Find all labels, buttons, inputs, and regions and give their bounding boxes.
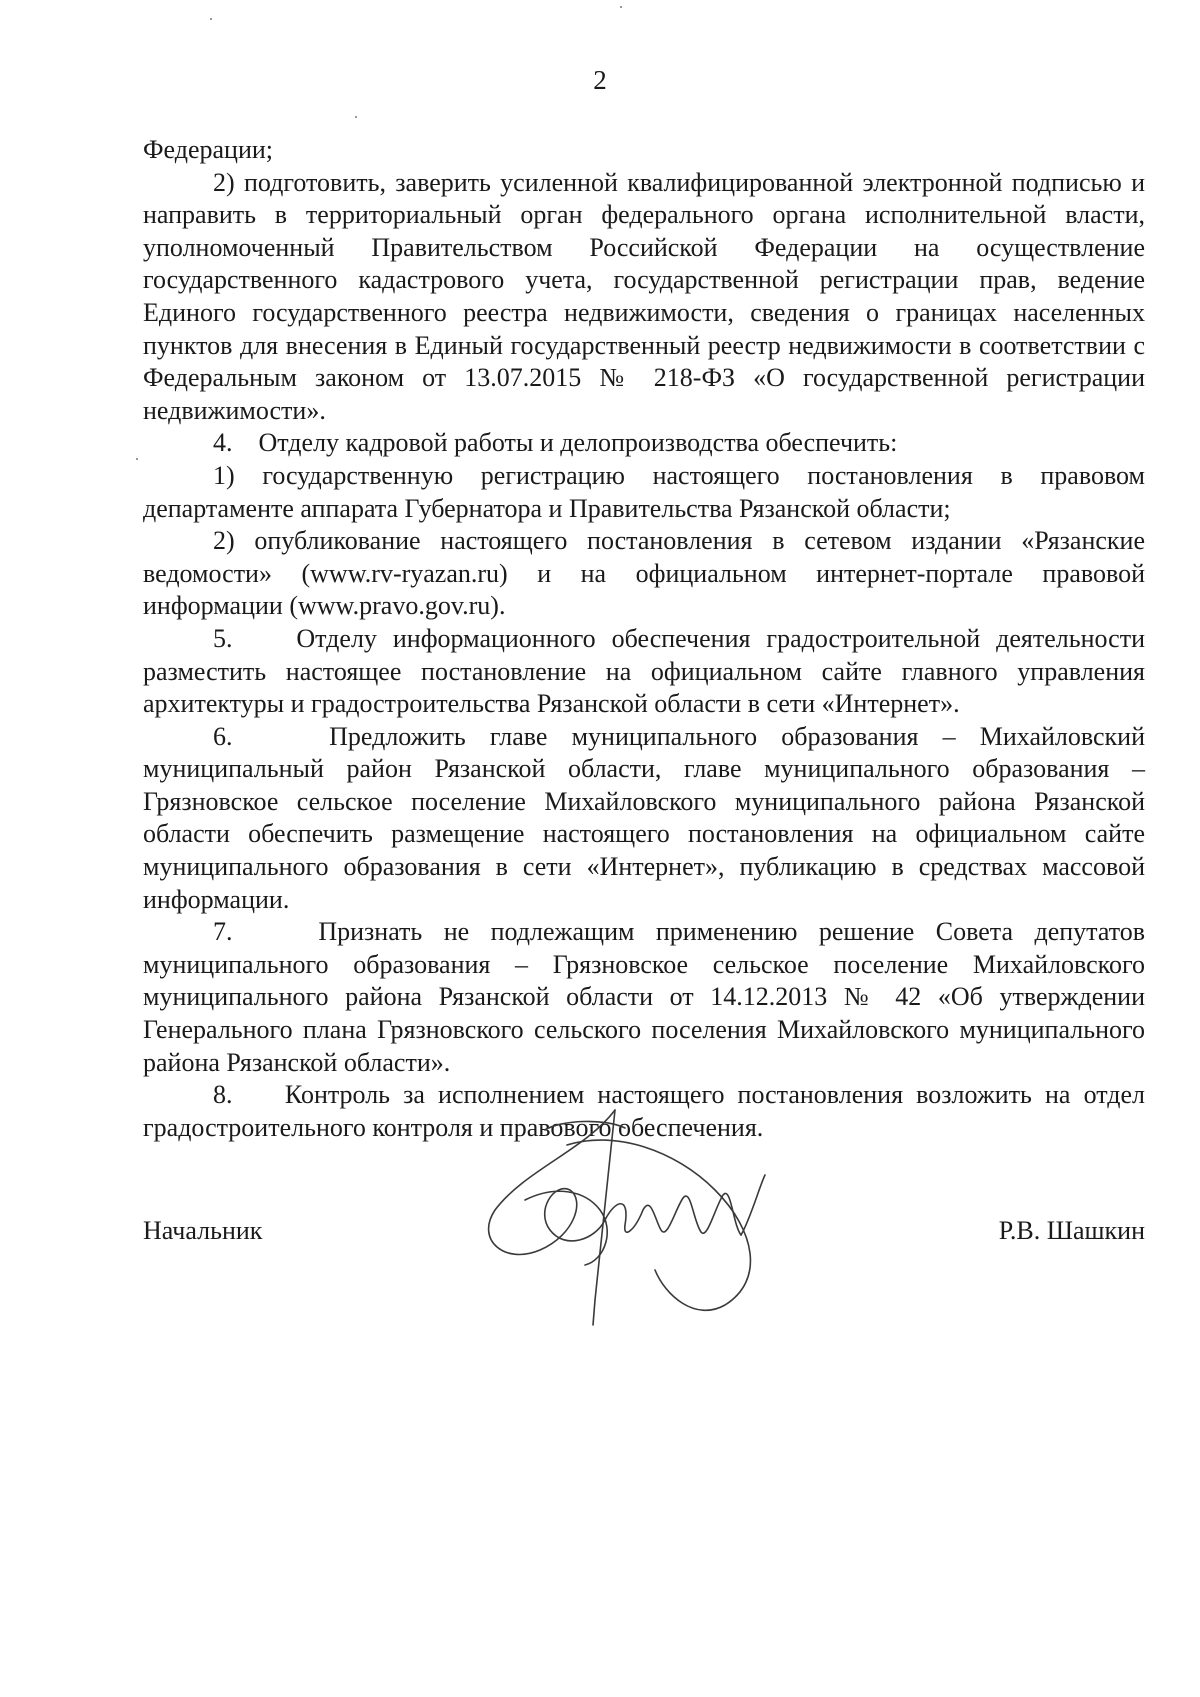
signer-name: Р.В. Шашкин [998, 1216, 1145, 1245]
scan-speck [355, 116, 357, 118]
paragraph-item-4-2: 2) опубликование настоящего постановления в сетевом издании «Рязанские ведомости» (www.rv-ryazan.ru) и на официальном интернет-портале правовой информации (www.pravo.gov.ru). [143, 526, 1145, 621]
handwritten-signature [465, 1090, 795, 1340]
scan-speck [210, 18, 212, 20]
paragraph-item-5: 5. Отделу информационного обеспечения градостроительной деятельности разместить настоящее постановление на официальном сайте главного управления архитектуры и градостроительства Рязанской области в сети «Интернет». [143, 623, 1145, 719]
paragraph-item-3-2: 2) подготовить, заверить усиленной квалифицированной электронной подписью и направить в территориальный орган федерального органа исполнительной власти, уполномоченный Правительством Российской Федерации на осуществление государственного кадастрового учета, государственной регистрации прав, ведение Единого государственного реестра недвижимости, сведения о границах населенных пунктов для внесения в Единый государственный реестр недвижимости в соответствии с Федеральным законом от 13.07.2015 № 218-ФЗ «О государственной регистрации недвижимости». [143, 167, 1145, 425]
scan-speck [136, 458, 138, 460]
scan-speck [620, 6, 622, 8]
paragraph-item-6: 6. Предложить главе муниципального образования – Михайловский муниципальный район Рязанской области, главе муниципального образования – Грязновское сельское поселение Михайловского муниципального района Рязанской области обеспечить размещение настоящего постановления на официальном сайте муниципального образования в сети «Интернет», публикацию в средствах массовой информации. [143, 721, 1145, 914]
document-body [143, 134, 1145, 1144]
paragraph-continuation: Федерации; [143, 135, 274, 164]
signer-title: Начальник [143, 1216, 263, 1245]
page-number: 2 [593, 65, 607, 95]
paragraph-item-8: 8. Контроль за исполнением настоящего постановления возложить на отдел градостроительного контроля и правового обеспечения. [143, 1080, 1145, 1142]
paragraph-item-7: 7. Признать не подлежащим применению решение Совета депутатов муниципального образования – Грязновское сельское поселение Михайловского муниципального района Рязанской области от 14.12.2013 № 42 «Об утверждении Генерального плана Грязновского сельского поселения Михайловского муниципального района Рязанской области». [143, 917, 1145, 1077]
paragraph-item-4-1: 1) государственную регистрацию настоящего постановления в правовом департаменте аппарата Губернатора и Правительства Рязанской области; [143, 460, 1145, 523]
paragraph-item-4: 4. Отделу кадровой работы и делопроизводства обеспечить: [213, 428, 898, 458]
